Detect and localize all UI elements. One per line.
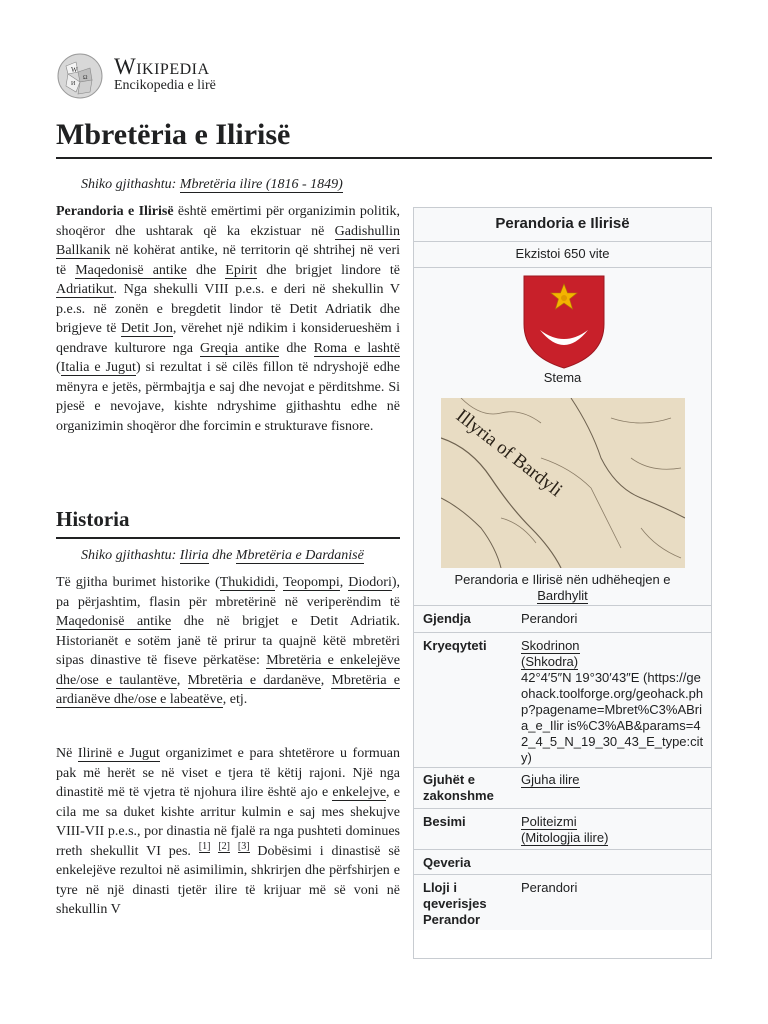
link-roma-e-lashte[interactable]: Roma e lashtë [313, 340, 401, 356]
section-divider [56, 537, 400, 539]
infobox-label-besimi: Besimi [423, 814, 466, 829]
link-politeizmi[interactable]: Politeizmi [521, 814, 577, 829]
infobox-label-kryeqyteti: Kryeqyteti [423, 638, 487, 653]
map-label: Illyria of Bardyli [451, 405, 567, 502]
wikipedia-tagline: Encikopedia e lirë [114, 78, 216, 93]
infobox-divider [414, 808, 711, 809]
reference-1[interactable]: [1] [198, 840, 211, 852]
infobox-title: Perandoria e Ilirisë [495, 215, 630, 232]
link-gjuha-ilire[interactable]: Gjuha ilire [521, 772, 580, 787]
title-divider [56, 157, 712, 159]
link-gadishulli-ballkanik[interactable]: Gadishullin Ballkanik [56, 223, 400, 258]
link-skodrinon[interactable]: Skodrinon [521, 638, 580, 653]
infobox-value-besimi [521, 814, 706, 846]
historical-map-image[interactable] [441, 398, 685, 568]
infobox-divider [414, 605, 711, 606]
infobox-label-gjuhet: Gjuhët e zakonshme [423, 772, 494, 803]
hatnote-history: Shiko gjithashtu: Iliria dhe Mbretëria e Dardanisë [81, 548, 364, 563]
link-teopompi[interactable]: Teopompi [283, 575, 340, 590]
reference-3[interactable]: [3] [237, 840, 250, 852]
link-thukididi[interactable]: Thukididi [219, 575, 275, 590]
reference-2[interactable]: [2] [218, 840, 231, 852]
coat-of-arms-caption: Stema [543, 370, 582, 385]
history-paragraph-2: Në Ilirinë e Jugut organizimet e para shtetërore u formuan pak më herët se në viset e tjera të këtij rajoni. Një nga dinastitë më të vjetra të njohura ilire është ajo e enkelejve, e cila me sa duket kishte arritur kulmin e saj mes shekujve VIII-VII p.e.s., por dinastia në fjalë ra nga pushteti dominues rreth shekullit VI pes. [1] [2] [3] Dobësimi i dinastisë së enkelejëve rezultoi në asimilimin, shkrirjen dhe përfshirjen e tyre në një dinasti tjetër ilire të krijuar më së voni në shekullin V [56, 746, 401, 917]
infobox-divider [414, 267, 711, 268]
link-mbreteria-ardianeve[interactable]: Mbretëria e ardianëve dhe/ose e labeatëve [56, 672, 400, 707]
link-maqedonia-antike[interactable]: Maqedonisë antike [75, 262, 187, 278]
svg-text:И: И [71, 81, 76, 87]
svg-text:Ω: Ω [83, 75, 88, 81]
link-iliria[interactable]: Iliria [179, 548, 209, 563]
link-maqedonia-antike-2[interactable]: Maqedonisë antike [56, 614, 172, 629]
link-deti-jon[interactable]: Detit Jon [120, 321, 173, 336]
link-greqia-antike[interactable]: Greqia antike [199, 340, 280, 356]
link-italia-e-jugut[interactable]: Italia e Jugut [60, 360, 136, 375]
section-heading-historia: Historia [56, 507, 130, 531]
link-diodori[interactable]: Diodori [348, 575, 392, 590]
link-mbreteria-enkelejeve[interactable]: Mbretëria e enkelejëve dhe/ose e taulantëve [56, 653, 400, 688]
link-shkodra[interactable]: (Shkodra) [521, 654, 579, 669]
link-mitologjia-ilire[interactable]: (Mitologjia ilire) [521, 830, 609, 845]
wikipedia-globe-logo[interactable] [56, 52, 104, 100]
history-paragraph-1: Të gjitha burimet historike (Thukididi, Teopompi, Diodori), pa përjashtim, flasin për mbretërinë në veriperëndim të Maqedonisë antike dhe në brigjet e Detit Adriatik. Historianët e sotëm janë të prirur ta quajnë këtë mbretëri sipas dinastive të fiseve përkatëse: Mbretëria e enkelejëve dhe/ose e taulantëve, Mbretëria e dardanëve, Mbretëria e ardianëve dhe/ose e labeatëve, etj. [56, 575, 401, 707]
infobox-subtitle: Ekzistoi 650 vite [515, 246, 610, 261]
link-bardhyli[interactable]: Bardhylit [537, 588, 588, 603]
infobox-label-gjendja: Gjendja [423, 611, 471, 626]
link-mbreteria-dardaneve[interactable]: Mbretëria e dardanëve [187, 672, 321, 688]
link-adriatiku[interactable]: Adriatikut [56, 282, 114, 297]
infobox-label-lloji: Lloji i qeverisjes Perandor [423, 880, 487, 927]
infobox-cutoff [414, 930, 711, 959]
infobox-divider [414, 241, 711, 242]
page-title: Mbretëria e Ilirisë [56, 118, 291, 151]
link-mbreteria-ilire[interactable]: Mbretëria ilire (1816 - 1849) [179, 177, 343, 192]
link-epiri[interactable]: Epirit [225, 262, 258, 278]
infobox-value-kryeqyteti [521, 638, 706, 766]
infobox-value-lloji: Perandori [521, 880, 578, 895]
infobox [413, 207, 712, 959]
link-mbreteria-e-dardanise[interactable]: Mbretëria e Dardanisë [235, 548, 364, 563]
coat-of-arms-image[interactable] [522, 274, 606, 370]
infobox-divider [414, 874, 711, 875]
infobox-divider [414, 849, 711, 850]
infobox-value-gjendja: Perandori [521, 611, 578, 626]
map-caption: Perandoria e Ilirisë nën udhëheqjen e Bardhylit [454, 572, 671, 603]
intro-paragraph: Perandoria e Ilirisë është emërtimi për organizimin politik, shoqëror dhe ushtarak që ka ekzistuar në Gadishullin Ballkanik në kohërat antike, në territorin që shtrihej në veri të Maqedonisë antike dhe Epirit dhe brigjet lindore të Adriatikut. Nga shekulli VIII p.e.s. e deri në shekullin V p.e.s. në zonën e bregdetit lindor të Detit Adriatik dhe brigjeve të Detit Jon, vërehet një ndikim i konsiderueshëm i qendrave kulturore nga Greqia antike dhe Roma e lashtë (Italia e Jugut) si rezultat i së cilës fillon të ndryshojë edhe mënyra e jetës, përmbajtja e saj dhe nevojat e përditshme. Si pjesë e nevojave, kishte ndryshime gjithashtu edhe në organizimin shoqëror dhe forcimin e strukturave fisnore. [56, 204, 401, 434]
infobox-divider [414, 632, 711, 633]
hatnote-see-also: Shiko gjithashtu: Mbretëria ilire (1816 - 1849) [81, 177, 343, 192]
infobox-label-qeveria: Qeveria [423, 855, 471, 870]
wikipedia-wordmark[interactable]: Wikipedia [114, 54, 210, 79]
infobox-divider [414, 767, 711, 768]
coordinates-link[interactable]: 42°4′5″N 19°30′43″E (https://geohack.toolforge.org/geohack.php?pagename=Mbret%C3%ABria_e_Ilir is%C3%AB&params=42_4_5_N_19_30_43_E_type:city) [521, 670, 704, 765]
link-enkelejte[interactable]: enkelejve [332, 785, 387, 800]
infobox-value-gjuhet [521, 772, 706, 788]
svg-text:W: W [71, 66, 78, 74]
link-iliria-e-jugut[interactable]: Ilirinë e Jugut [77, 746, 160, 761]
